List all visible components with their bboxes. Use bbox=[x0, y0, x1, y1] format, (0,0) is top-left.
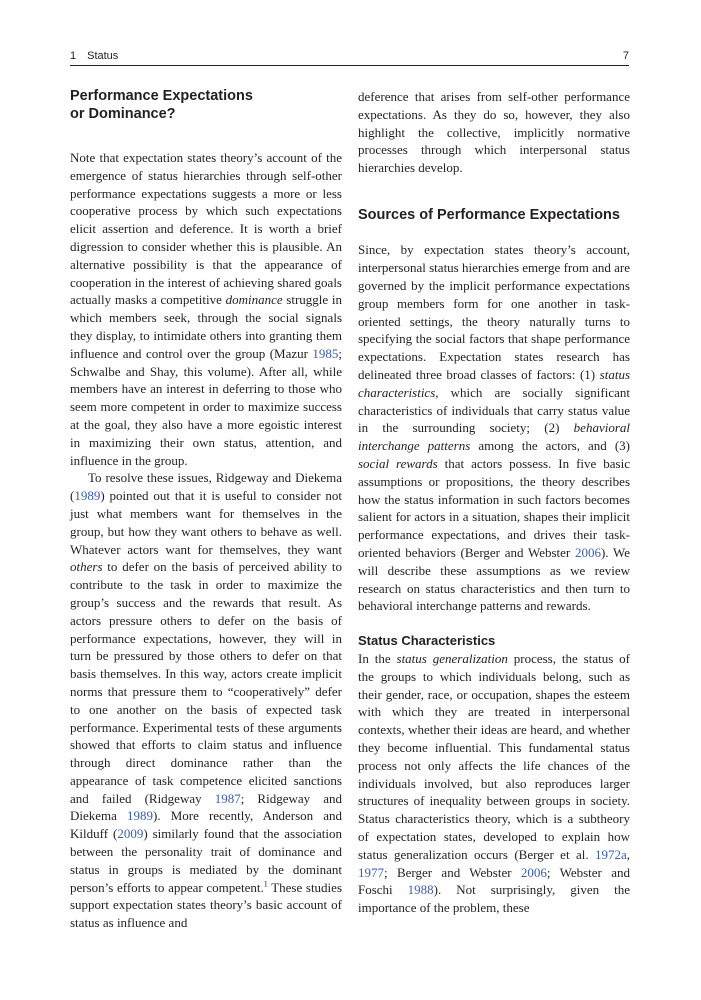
section-heading-performance-or-dominance bbox=[70, 88, 342, 123]
emphasis-text: behavioral interchange patterns bbox=[358, 420, 630, 454]
emphasis-text: dominance bbox=[225, 292, 283, 308]
citation-link[interactable]: 2006 bbox=[520, 864, 547, 880]
heading-line-1: Performance Expectations bbox=[70, 88, 253, 104]
chapter-label: 1 Status bbox=[70, 50, 119, 62]
page-number: 7 bbox=[622, 50, 629, 62]
citation-link[interactable]: 1987 bbox=[214, 790, 241, 806]
text-run: ) similarly found that the association between the personality trait of dominance and status in groups is mediated by the dominant person’s efforts to appear competent. bbox=[70, 826, 343, 895]
emphasis-text: social rewards bbox=[358, 456, 438, 472]
text-run: ). We will describe these assumptions as we review research on status characteristics and then turn to behavioral interchange patterns and rewards. bbox=[358, 545, 631, 614]
citation-link[interactable]: 2009 bbox=[117, 826, 144, 842]
left-column bbox=[70, 88, 342, 932]
text-run: among the actors, and (3) bbox=[470, 438, 630, 454]
text-run: ; Schwalbe and Shay, this volume). After all, while members have an interest in deferring to those who seem more competent in order to maximize success at the goal, they also have a more egoistic interest in maximizing their own status, attention, and influence in the group. bbox=[70, 345, 342, 468]
text-run: Since, by expectation states theory’s account, interpersonal status hierarchies emerge from and are governed by the implicit performance expectations group members form for one another in task-oriented settings, the theory naturally turns to specifying the social factors that shape performance expectations. Expectation states research has delineated three broad classes of factors: (1) bbox=[358, 242, 630, 383]
section-heading-sources: Sources of Performance Expectations bbox=[358, 206, 620, 223]
emphasis-text: status generalization bbox=[396, 651, 508, 667]
running-head bbox=[70, 49, 629, 66]
text-run: In the bbox=[358, 651, 397, 667]
text-run: ). Not surprisingly, given the importance of the problem, these bbox=[358, 882, 630, 916]
text-run: struggle in which members seek, through the social signals they display, to intimidate others into granting them influence and control over the group (Mazur bbox=[70, 292, 342, 361]
citation-link[interactable]: 1988 bbox=[407, 882, 434, 898]
emphasis-text: others bbox=[70, 559, 103, 575]
paragraph bbox=[358, 241, 630, 615]
heading-line-2: or Dominance? bbox=[70, 105, 176, 122]
text-run: ; Webster and Foschi bbox=[358, 864, 630, 898]
citation-link[interactable]: 1989 bbox=[127, 808, 154, 824]
text-run: ; Ridgeway and Diekema bbox=[70, 790, 342, 824]
text-run: ). More recently, Anderson and Kilduff ( bbox=[70, 808, 342, 842]
text-run: to defer on the basis of perceived ability to contribute to the task in order to maximize the group’s success and the rewards that result. As actors pressure others to defer on the basis of performance expectations, however, they will in turn be pressured by those others to defer on that basis themselves. In this way, actors create implicit norms that pressure them to “cooperatively” defer to one another on the basis of expected task performance. Experimental tests of these arguments showed that efforts to claim status and influence through direct dominance rather than the appearance of task competence elicited sanctions and failed (Ridgeway bbox=[70, 559, 342, 806]
text-run: , which are socially significant characteristics of individuals that carry status value in the surrounding society; (2) bbox=[358, 384, 630, 436]
emphasis-text: status characteristics bbox=[358, 367, 630, 400]
text-run: that actors possess. In five basic assumptions or propositions, the theory describes how the status information in such factors becomes salient for actors in a situation, shapes their implicit performance expectations, and drives their task-oriented behaviors (Berger and Webster bbox=[358, 456, 630, 561]
text-run: , bbox=[626, 846, 630, 862]
paragraph bbox=[70, 149, 342, 469]
text-run: process, the status of the groups to which individuals belong, such as their gender, race, or occupation, shapes the esteem with which they are treated in interpersonal contexts, whether their ideas are heard, and whether they become influential. This fundamental status process not only affects the life chances of the individuals involved, but also reproduces larger structures of inequality between groups in society. Status characteristics theory, which is a subtheory of expectation states, developed to explain how status generalization occurs (Berger et al. bbox=[358, 651, 630, 862]
paragraph: deference that arises from self-other performance expectations. As they do so, however, they also highlight the collective, implicitly normative processes through which interpersonal status hierarchies develop. bbox=[358, 89, 630, 176]
footnote-marker[interactable]: 1 bbox=[263, 879, 268, 889]
citation-link[interactable]: 2006 bbox=[574, 545, 601, 561]
text-run: ; Berger and Webster bbox=[384, 864, 521, 880]
paragraph bbox=[70, 469, 342, 932]
subsection-heading-status-characteristics: Status Characteristics bbox=[358, 633, 496, 649]
text-run: To resolve these issues, Ridgeway and Diekema ( bbox=[70, 470, 342, 504]
text-run: These studies support expectation states theory’s basic account of status as influence and bbox=[70, 879, 343, 931]
citation-link[interactable]: 1989 bbox=[74, 488, 101, 504]
paragraph bbox=[358, 650, 630, 917]
citation-link[interactable]: 1985 bbox=[312, 345, 339, 361]
right-column bbox=[358, 88, 630, 917]
text-run: Note that expectation states theory’s account of the emergence of status hierarchies through self-other performance expectations suggests a more or less cooperative process by which such expectations elicit assertion and deference. It is worth a brief digression to consider whether this is plausible. An alternative possibility is that the appearance of cooperation in the interest of achieving shared goals actually masks a competitive bbox=[70, 150, 342, 308]
citation-link[interactable]: 1972a bbox=[594, 846, 627, 862]
text-run: ) pointed out that it is useful to consider not just what members want for themselves in the group, but how they want others to behave as well. Whatever actors want for themselves, they want bbox=[70, 488, 342, 557]
citation-link[interactable]: 1977 bbox=[358, 864, 384, 880]
